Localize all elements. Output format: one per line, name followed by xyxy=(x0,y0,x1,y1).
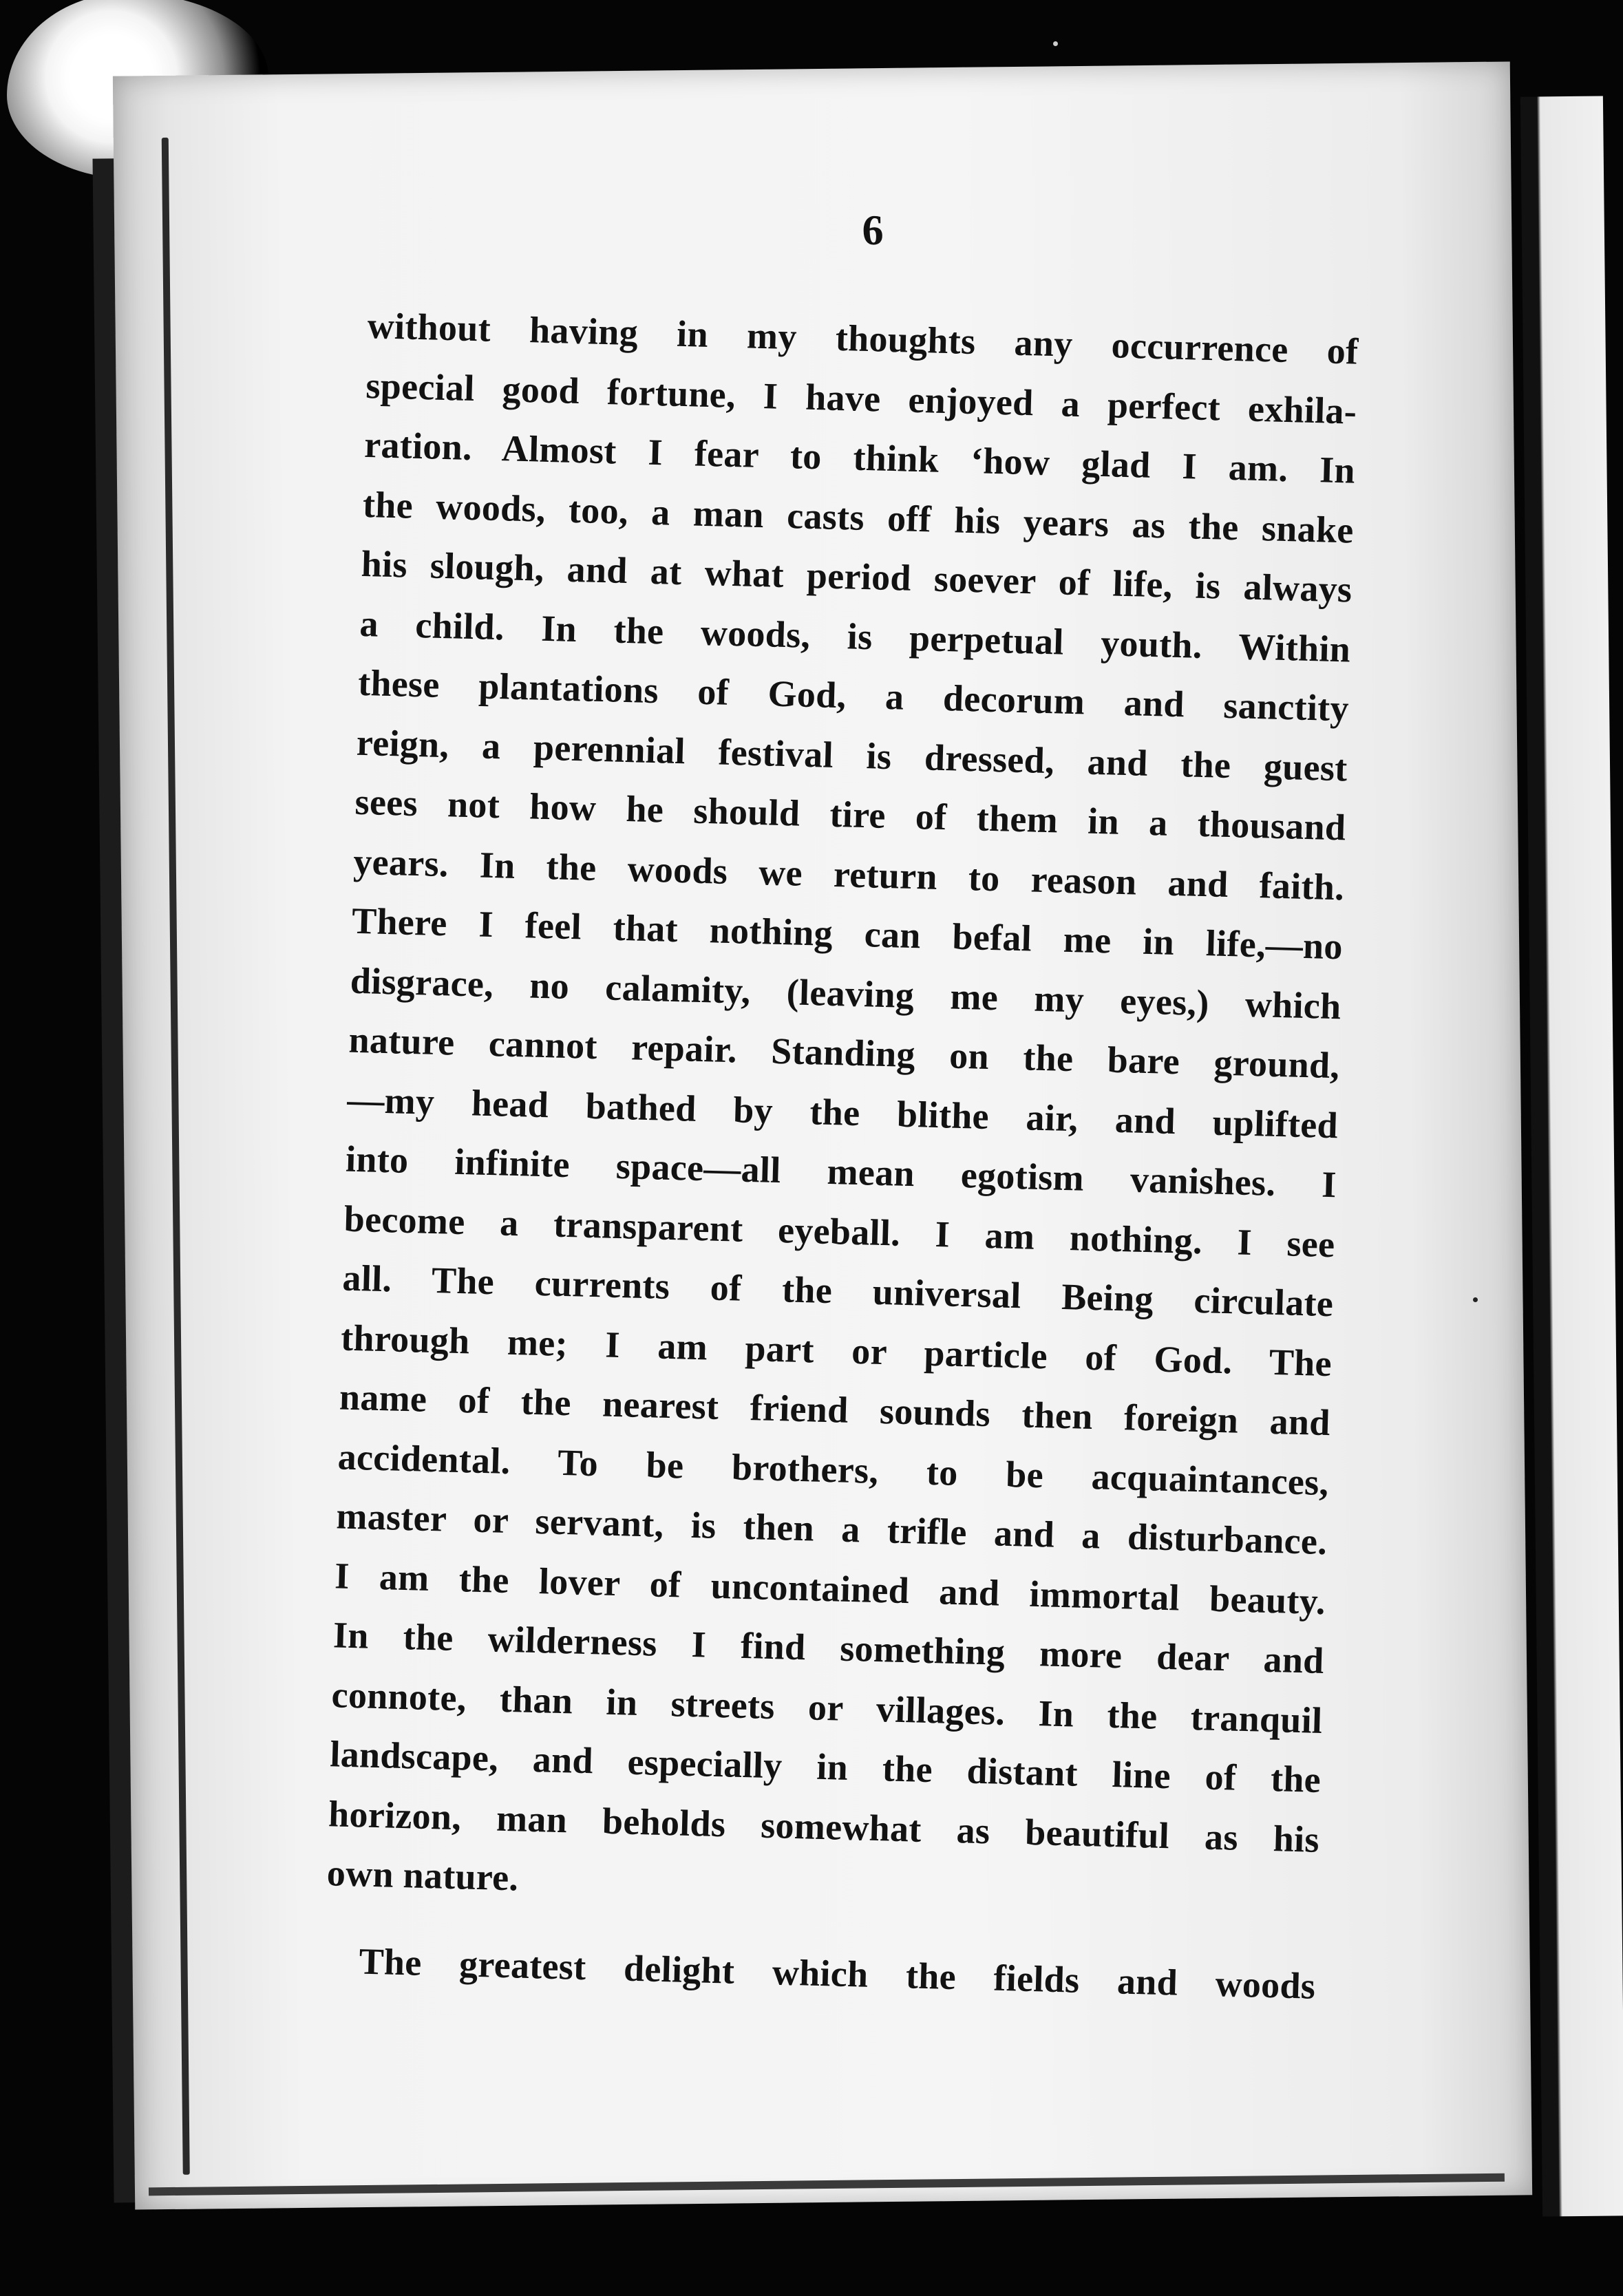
text-line: landscape, and especially in the distant line of the xyxy=(329,1733,1322,1800)
dust-speck xyxy=(1053,41,1058,46)
text-line: accidental. To be brothers, to be acquaintances, xyxy=(337,1435,1330,1503)
text-line: master or servant, is then a trifle and a disturbance. xyxy=(335,1495,1328,1563)
text-line: through me; I am part or particle of God. The xyxy=(340,1316,1333,1384)
facing-page-edge xyxy=(1520,96,1623,2216)
text-line: without having in my thoughts any occurrence of xyxy=(367,304,1359,372)
text-line: all. The currents of the universal Being circulate xyxy=(341,1257,1334,1325)
text-line: his slough, and at what period soever of life, is always xyxy=(361,542,1353,610)
dust-speck xyxy=(1473,1297,1478,1302)
text-line: sees not how he should tire of them in a thousand xyxy=(354,780,1347,849)
text-line: years. In the woods we return to reason and faith. xyxy=(352,840,1345,908)
text-line: these plantations of God, a decorum and sanctity xyxy=(357,661,1350,730)
text-line: reign, a perennial festival is dressed, and the guest xyxy=(356,721,1348,789)
text-line: —my head bathed by the blithe air, and uplifted xyxy=(346,1078,1339,1146)
text-line: In the wilderness I find something more dear and xyxy=(332,1614,1325,1682)
text-line: The greatest delight which the fields and woods xyxy=(358,1939,1316,2007)
text-line: become a transparent eyeball. I am nothing. I see xyxy=(343,1198,1336,1265)
text-line: horizon, man beholds somewhat as beautiful as his xyxy=(328,1792,1320,1860)
text-line: There I feel that nothing can befal me in life,—no xyxy=(351,900,1344,968)
text-line: a child. In the woods, is perpetual youth. Within xyxy=(359,602,1351,670)
text-line: special good fortune, I have enjoyed a perfect exhila- xyxy=(365,364,1357,432)
text-line: disgrace, no calamity, (leaving me my eyes,) which xyxy=(350,959,1342,1027)
page-number: 6 xyxy=(862,206,884,255)
text-line: the woods, too, a man casts off his years as the snake xyxy=(362,483,1355,551)
text-line: nature cannot repair. Standing on the bare ground, xyxy=(348,1019,1340,1087)
text-line: ration. Almost I fear to think ‘how glad I am. In xyxy=(363,423,1356,491)
body-text xyxy=(324,296,1359,2016)
text-line: into infinite space—all mean egotism vanishes. I xyxy=(345,1138,1337,1206)
text-line: I am the lover of uncontained and immortal beauty. xyxy=(334,1554,1326,1622)
text-line: own nature. xyxy=(326,1852,520,1899)
paragraph-1 xyxy=(326,296,1359,1928)
text-line: name of the nearest friend sounds then foreign and xyxy=(339,1376,1331,1444)
text-line: connote, than in streets or villages. In the tranquil xyxy=(331,1673,1324,1741)
